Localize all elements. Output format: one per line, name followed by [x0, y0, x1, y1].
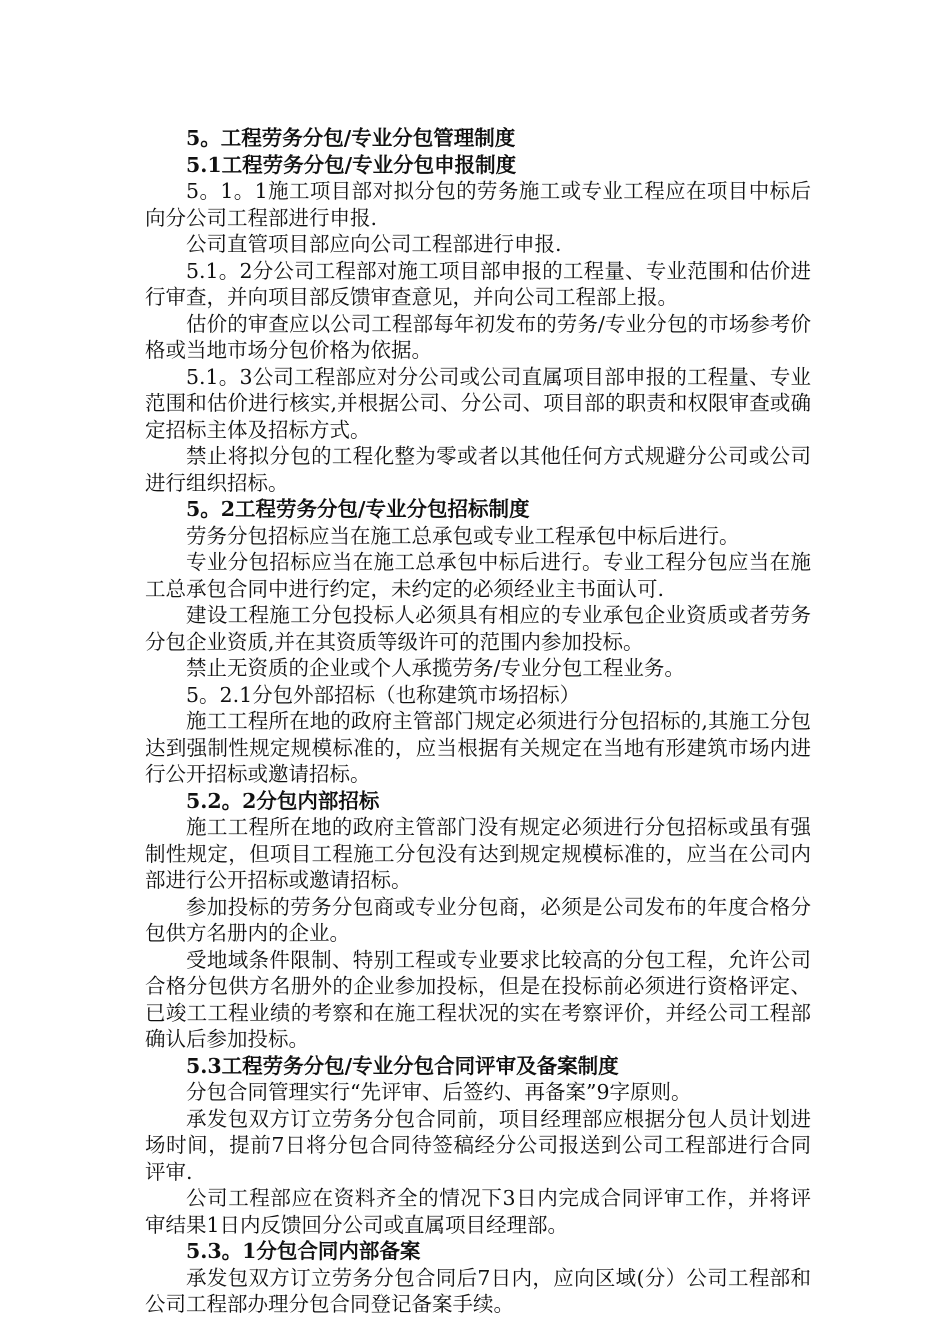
document-body: [145, 125, 811, 1318]
section-heading: 5。工程劳务分包/专业分包管理制度: [186, 126, 516, 150]
section-heading: 5.1工程劳务分包/专业分包申报制度: [186, 152, 517, 177]
section-heading: 5.3工程劳务分包/专业分包合同评审及备案制度: [186, 1053, 619, 1078]
paragraph: 估价的审查应以公司工程部每年初发布的劳务/专业分包的市场参考价格或当地市场分包价格为依据。: [145, 311, 811, 362]
paragraph: 禁止将拟分包的工程化整为零或者以其他任何方式规避分公司或公司进行组织招标。: [145, 444, 811, 495]
paragraph: 公司直管项目部应向公司工程部进行申报.: [186, 232, 562, 256]
paragraph: 5。1。1施工项目部对拟分包的劳务施工或专业工程应在项目中标后向分公司工程部进行申报.: [145, 179, 811, 230]
section-heading: 5.3。1分包合同内部备案: [186, 1239, 421, 1263]
paragraph: 禁止无资质的企业或个人承揽劳务/专业分包工程业务。: [186, 656, 685, 680]
paragraph: 施工工程所在地的政府主管部门没有规定必须进行分包招标或虽有强制性规定，但项目工程施工分包没有达到规定规模标准的，应当在公司内部进行公开招标或邀请招标。: [145, 815, 811, 892]
section-heading: 5.2。2分包内部招标: [186, 788, 380, 813]
paragraph: 施工工程所在地的政府主管部门规定必须进行分包招标的,其施工分包达到强制性规定规模标准的，应当根据有关规定在当地有形建筑市场内进行公开招标或邀请招标。: [145, 709, 811, 786]
paragraph: 5。2.1分包外部招标（也称建筑市场招标）: [186, 682, 581, 707]
paragraph: 建设工程施工分包投标人必须具有相应的专业承包企业资质或者劳务分包企业资质,并在其资质等级许可的范围内参加投标。: [145, 603, 811, 654]
paragraph: 公司工程部应在资料齐全的情况下3日内完成合同评审工作，并将评审结果1日内反馈回分公司或直属项目经理部。: [145, 1186, 811, 1237]
paragraph: 劳务分包招标应当在施工总承包或专业工程承包中标后进行。: [186, 523, 740, 548]
paragraph: 承发包双方订立劳务分包合同后7日内，应向区域(分）公司工程部和公司工程部办理分包合同登记备案手续。: [145, 1265, 811, 1316]
section-heading: 5。2工程劳务分包/专业分包招标制度: [186, 497, 530, 521]
paragraph: 5.1。3公司工程部应对分公司或公司直属项目部申报的工程量、专业范围和估价进行核实,并根据公司、分公司、项目部的职责和权限审查或确定招标主体及招标方式。: [145, 364, 811, 442]
paragraph: 分包合同管理实行“先评审、后签约、再备案”9字原则。: [186, 1080, 692, 1104]
paragraph: 参加投标的劳务分包商或专业分包商，必须是公司发布的年度合格分包供方名册内的企业。: [145, 894, 811, 945]
paragraph: 5.1。2分公司工程部对施工项目部申报的工程量、专业范围和估价进行审查，并向项目部反馈审查意见，并向公司工程部上报。: [145, 258, 811, 309]
paragraph: 受地域条件限制、特别工程或专业要求比较高的分包工程，允许公司合格分包供方名册外的企业参加投标，但是在投标前必须进行资格评定、已竣工工程业绩的考察和在施工程状况的实在考察评价，并经公司工程部确认后参加投标。: [145, 947, 811, 1051]
paragraph: 专业分包招标应当在施工总承包中标后进行。专业工程分包应当在施工总承包合同中进行约定，未约定的必须经业主书面认可.: [145, 550, 811, 601]
paragraph: 承发包双方订立劳务分包合同前，项目经理部应根据分包人员计划进场时间，提前7日将分包合同待签稿经分公司报送到公司工程部进行合同评审.: [145, 1106, 811, 1184]
